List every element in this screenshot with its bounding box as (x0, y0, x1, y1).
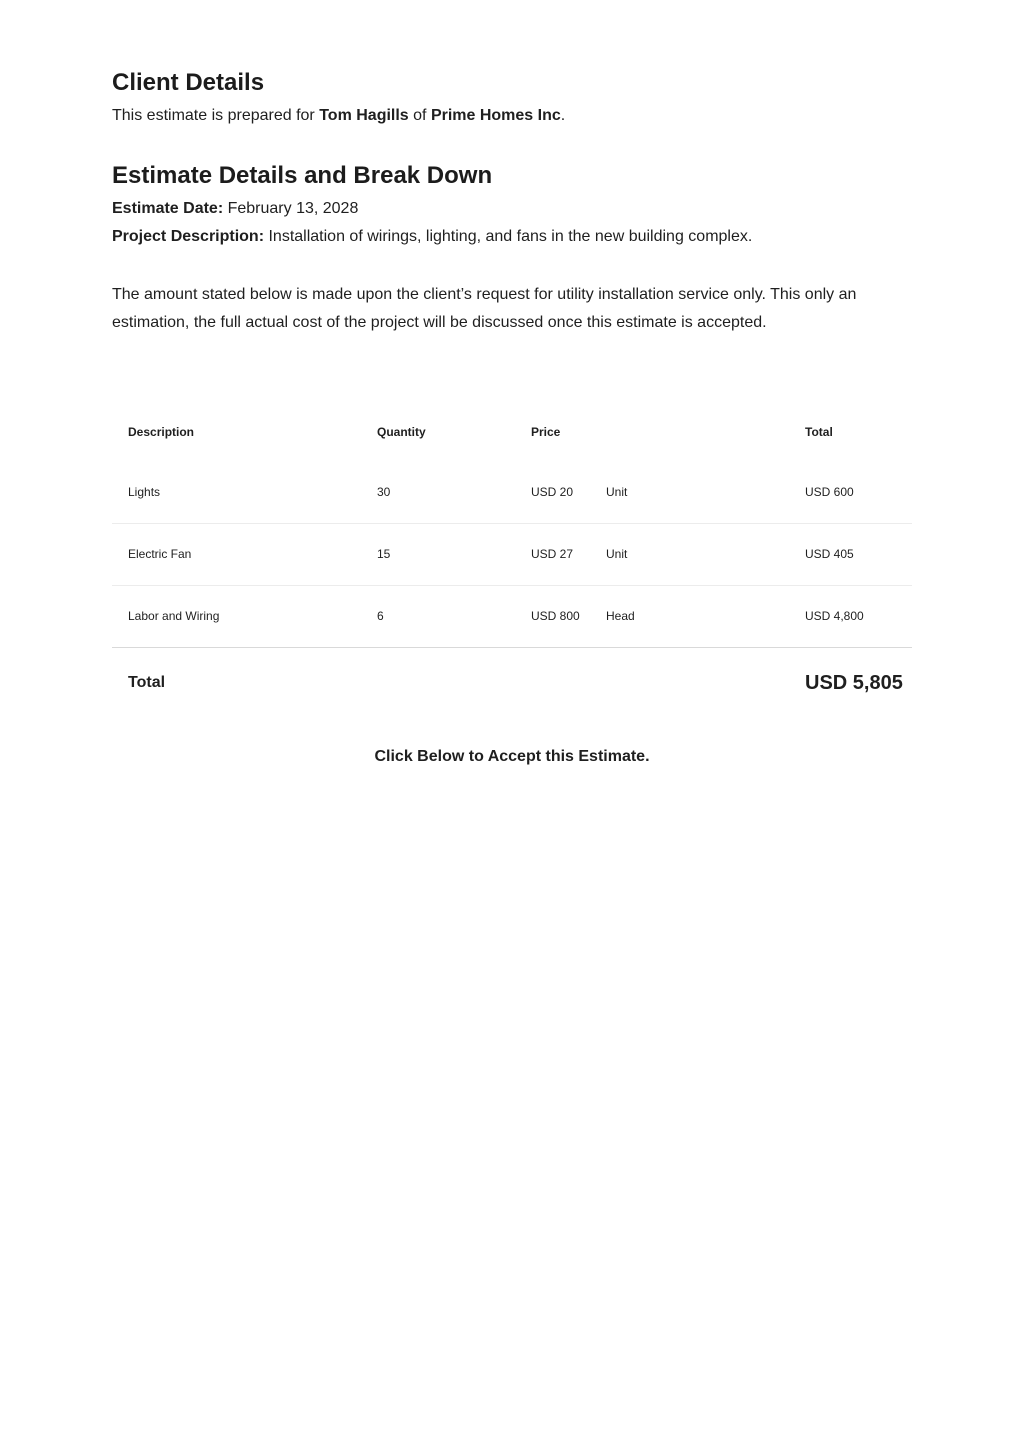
client-period: . (560, 107, 566, 124)
estimate-date (112, 197, 358, 221)
row-quantity: 30 (377, 485, 391, 499)
estimate-note: The amount stated below is made upon the client’s request for utility installation service only. This only an estimation, the full actual cost of the project will be discussed once this estimate is accepted. (112, 286, 857, 331)
table-row (112, 586, 912, 648)
header-total: Total (805, 425, 833, 439)
grand-total-value: USD 5,805 (805, 672, 903, 694)
estimate-table (112, 404, 912, 648)
client-name: Tom Hagills (319, 107, 409, 124)
client-company: Prime Homes Inc (430, 107, 561, 124)
table-header-row (112, 404, 912, 462)
project-description-value: Installation of wirings, lighting, and fans in the new building complex. (264, 228, 753, 245)
client-intro-text: This estimate is prepared for (112, 107, 320, 124)
row-unit: Unit (606, 485, 628, 499)
row-description: Labor and Wiring (128, 609, 220, 623)
row-quantity: 6 (377, 609, 384, 623)
table-row (112, 462, 912, 524)
client-of-text: of (408, 107, 431, 124)
row-unit: Head (606, 609, 635, 623)
row-price: USD 800 (531, 609, 580, 623)
estimate-date-value: February 13, 2028 (223, 200, 359, 217)
accept-estimate-prompt: Click Below to Accept this Estimate. (374, 748, 650, 765)
row-price: USD 27 (531, 547, 574, 561)
header-price: Price (531, 425, 561, 439)
grand-total-row (112, 664, 912, 704)
header-quantity: Quantity (377, 425, 426, 439)
client-details-heading: Client Details (112, 69, 265, 96)
row-total: USD 600 (805, 485, 854, 499)
row-unit: Unit (606, 547, 628, 561)
header-description: Description (128, 425, 195, 439)
project-description (112, 225, 752, 249)
row-description: Lights (128, 485, 161, 499)
row-total: USD 405 (805, 547, 854, 561)
client-intro (112, 104, 565, 128)
row-total: USD 4,800 (805, 609, 864, 623)
row-description: Electric Fan (128, 547, 192, 561)
row-quantity: 15 (377, 547, 391, 561)
estimate-details-heading: Estimate Details and Break Down (112, 162, 493, 189)
row-price: USD 20 (531, 485, 574, 499)
table-row (112, 524, 912, 586)
grand-total-label: Total (128, 674, 166, 691)
estimate-date-label: Estimate Date: (112, 200, 224, 217)
project-description-label: Project Description: (112, 228, 265, 245)
